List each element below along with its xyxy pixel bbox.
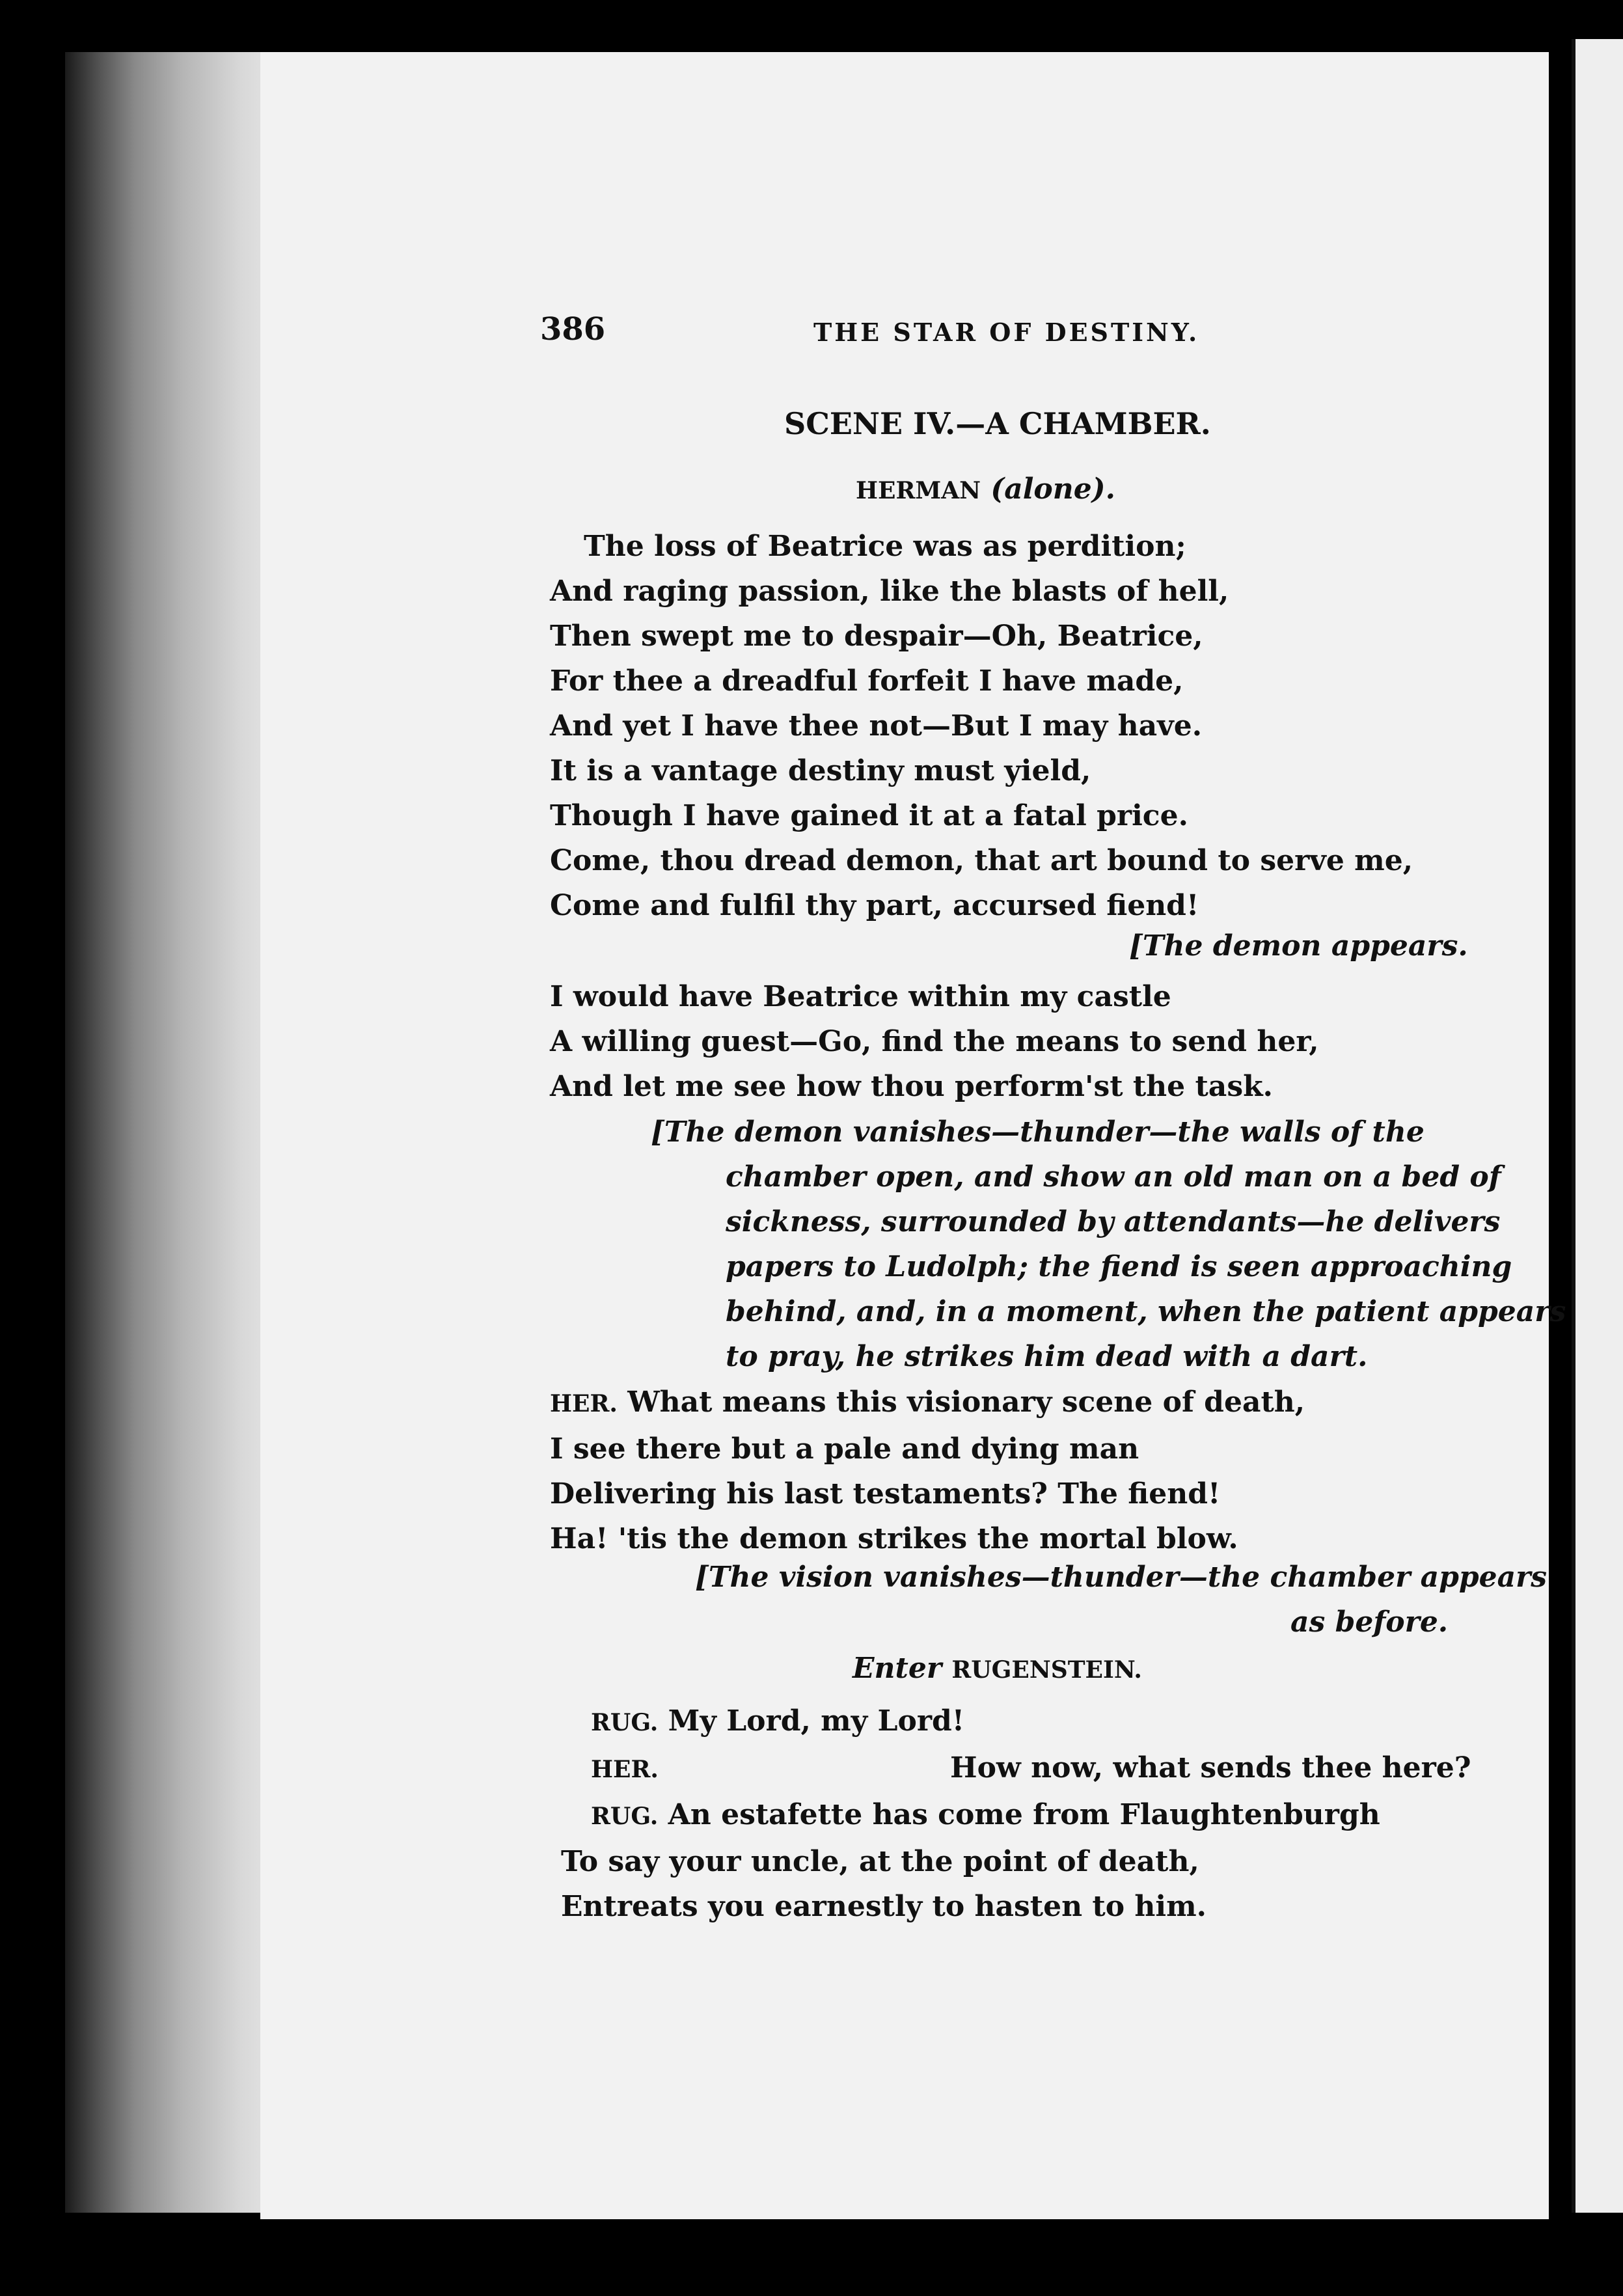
verse-line: Come, thou dread demon, that art bound to serve me, [550,844,1413,877]
stage-line: to pray, he strikes him dead with a dart. [726,1340,1368,1373]
scene-title: SCENE IV.—A CHAMBER. [784,406,1211,441]
stage-direction-3b: as before. [1290,1606,1449,1639]
verse-line: For thee a dreadful forfeit I have made, [550,664,1184,698]
facing-page-edge [1572,39,1623,2213]
verse-block-4 [550,1699,1471,1929]
enter-word: Enter [852,1652,942,1685]
stage-line: [The demon vanishes—thunder—the walls of the [651,1115,1425,1149]
stage-line: behind, and, in a moment, when the patient appears [726,1295,1566,1328]
speaker-name: HERMAN [856,477,981,504]
verse-line: I would have Beatrice within my castle [550,980,1171,1013]
speaker-abbrev: HER. [591,1756,659,1783]
stage-line: papers to Ludolph; the fiend is seen approaching [726,1250,1512,1283]
stage-line: sickness, surrounded by attendants—he delivers [726,1205,1501,1238]
verse-line: I see there but a pale and dying man [550,1432,1139,1466]
verse-line: Though I have gained it at a fatal price. [550,799,1188,832]
stage-direction-2 [651,1110,1566,1379]
verse-line: Then swept me to despair—Oh, Beatrice, [550,620,1203,653]
speaker-note: (alone). [990,472,1115,506]
verse-block-2 [550,974,1319,1109]
stage-direction-1: [The demon appears. [1129,929,1468,963]
verse-line: Delivering his last testaments? The fiend! [550,1477,1221,1510]
verse-line: To say your uncle, at the point of death, [561,1845,1199,1878]
verse-line: RUG. My Lord, my Lord! [591,1704,965,1738]
verse-line: Ha! 'tis the demon strikes the mortal blow. [550,1522,1238,1555]
verse-line: And let me see how thou perform'st the task. [550,1070,1273,1103]
verse-block-1 [550,524,1413,928]
page-number: 386 [540,311,606,348]
verse-line: A willing guest—Go, find the means to send her, [550,1025,1319,1058]
running-title: THE STAR OF DESTINY. [813,318,1200,347]
stage-line: chamber open, and show an old man on a bed of [726,1160,1501,1194]
verse-line: Come and fulfil thy part, accursed fiend! [550,889,1199,922]
speaker-abbrev: RUG. [591,1709,659,1736]
verse-line: It is a vantage destiny must yield, [550,754,1091,787]
verse-line: Entreats you earnestly to hasten to him. [561,1890,1207,1923]
stage-direction-3a: [The vision vanishes—thunder—the chamber appears [695,1561,1548,1594]
verse-line: And yet I have thee not—But I may have. [550,709,1203,743]
speaker-abbrev: RUG. [591,1803,659,1830]
verse-line: HER. How now, what sends thee here? [591,1751,1471,1784]
verse-line: HER. What means this visionary scene of death, [550,1386,1305,1419]
speaker-abbrev: HER. [550,1390,618,1417]
entrance-direction [852,1652,1142,1685]
speaker-heading [856,472,1115,506]
verse-line: The loss of Beatrice was as perdition; [584,530,1186,563]
verse-line: And raging passion, like the blasts of hell, [550,575,1229,608]
verse-block-3 [550,1380,1305,1561]
enter-name: RUGENSTEIN. [951,1656,1142,1684]
verse-line: RUG. An estafette has come from Flaughtenburgh [591,1798,1380,1831]
